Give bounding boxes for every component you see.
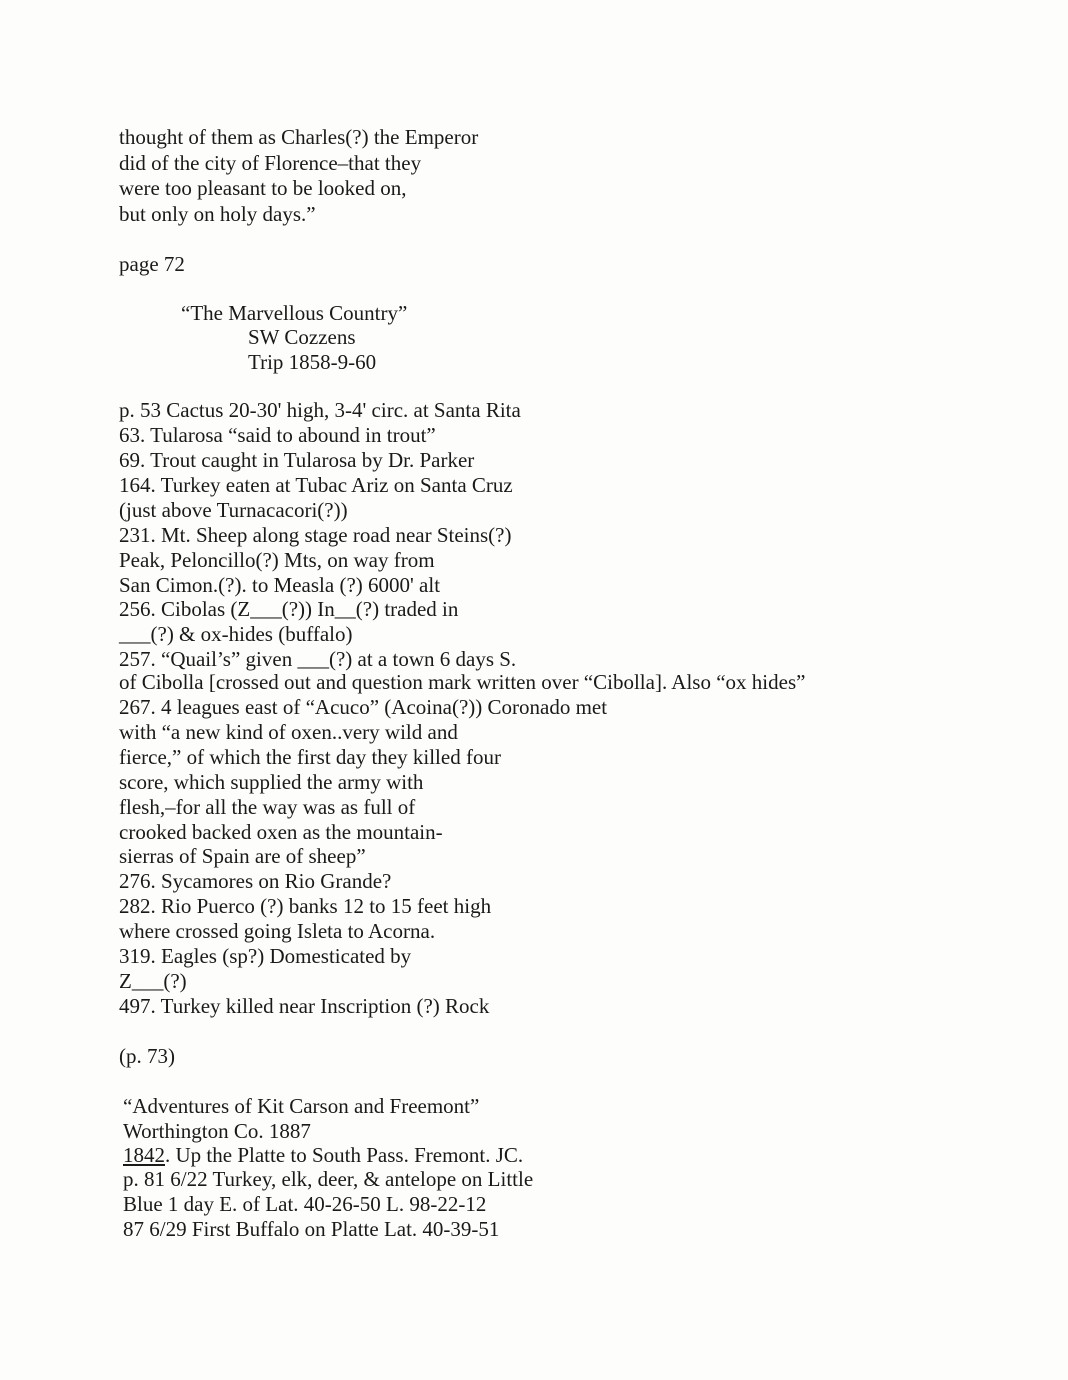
note-line: flesh,–for all the way was as full of xyxy=(119,795,416,819)
note-line-rest: . Up the Platte to South Pass. Fremont. JC. xyxy=(165,1143,524,1167)
note-line: 257. “Quail’s” given ___(?) at a town 6 days S. xyxy=(119,647,517,671)
note-line: 267. 4 leagues east of “Acuco” (Acoina(?)) Coronado met xyxy=(119,695,608,719)
note-line: 63. Tularosa “said to abound in trout” xyxy=(119,423,436,447)
note-line: crooked backed oxen as the mountain- xyxy=(119,820,443,844)
page-reference: page 72 xyxy=(119,252,185,276)
note-line: of Cibolla [crossed out and question mark written over “Cibolla]. Also “ox hides” xyxy=(119,670,806,694)
note-line: Peak, Peloncillo(?) Mts, on way from xyxy=(119,548,435,572)
note-line: 231. Mt. Sheep along stage road near Steins(?) xyxy=(119,523,512,547)
note-line: 282. Rio Puerco (?) banks 12 to 15 feet high xyxy=(119,894,492,918)
note-line: 276. Sycamores on Rio Grande? xyxy=(119,869,392,893)
note-line: 497. Turkey killed near Inscription (?) Rock xyxy=(119,994,490,1018)
text-line: did of the city of Florence–that they xyxy=(119,151,422,175)
note-line: with “a new kind of oxen..very wild and xyxy=(119,720,458,744)
book-author: SW Cozzens xyxy=(248,325,356,349)
book-title: “Adventures of Kit Carson and Freemont” xyxy=(123,1094,480,1118)
note-line: sierras of Spain are of sheep” xyxy=(119,844,366,868)
note-line: 256. Cibolas (Z___(?)) In__(?) traded in xyxy=(119,597,459,621)
note-line: 319. Eagles (sp?) Domesticated by xyxy=(119,944,412,968)
note-line: ___(?) & ox-hides (buffalo) xyxy=(119,622,353,646)
note-line: p. 53 Cactus 20-30' high, 3-4' circ. at Santa Rita xyxy=(119,398,521,422)
text-line: but only on holy days.” xyxy=(119,202,316,226)
note-line: 87 6/29 First Buffalo on Platte Lat. 40-39-51 xyxy=(123,1217,500,1241)
note-line: 69. Trout caught in Tularosa by Dr. Parker xyxy=(119,448,475,472)
note-line: 164. Turkey eaten at Tubac Ariz on Santa Cruz xyxy=(119,473,513,497)
note-line: score, which supplied the army with xyxy=(119,770,424,794)
note-line: where crossed going Isleta to Acorna. xyxy=(119,919,436,943)
note-line: p. 81 6/22 Turkey, elk, deer, & antelope on Little xyxy=(123,1167,534,1191)
text-line: thought of them as Charles(?) the Emperor xyxy=(119,125,479,149)
note-line xyxy=(123,1142,523,1168)
book-publisher: Worthington Co. 1887 xyxy=(123,1119,311,1143)
note-line: Z___(?) xyxy=(119,969,187,993)
year-underlined: 1842 xyxy=(123,1143,165,1167)
book-title: “The Marvellous Country” xyxy=(181,301,408,325)
note-line: fierce,” of which the first day they killed four xyxy=(119,745,501,769)
text-line: were too pleasant to be looked on, xyxy=(119,176,407,200)
note-line: San Cimon.(?). to Measla (?) 6000' alt xyxy=(119,573,441,597)
note-line: Blue 1 day E. of Lat. 40-26-50 L. 98-22-12 xyxy=(123,1192,487,1216)
page-reference: (p. 73) xyxy=(119,1044,175,1068)
book-trip-dates: Trip 1858-9-60 xyxy=(248,350,377,374)
note-line: (just above Turnacacori(?)) xyxy=(119,498,348,522)
